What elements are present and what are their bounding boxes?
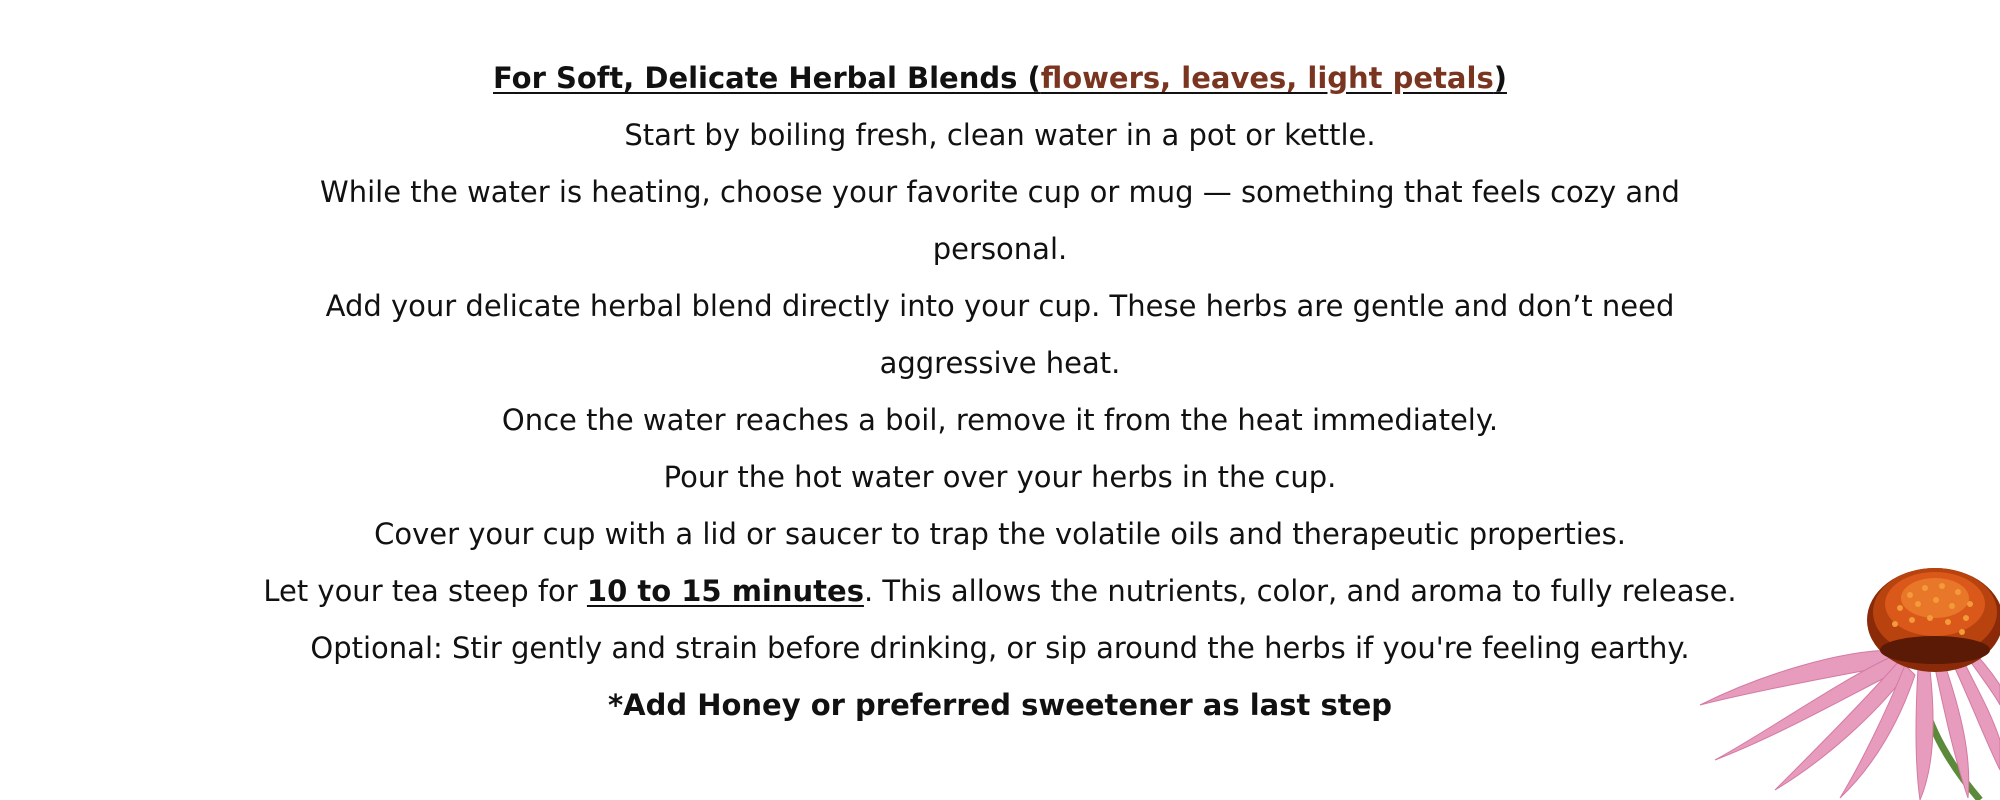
- step-sweetener-note: *Add Honey or preferred sweetener as last step: [607, 688, 1393, 722]
- step-add-herbs: Add your delicate herbal blend directly into your cup. These herbs are gentle and don’t need: [325, 289, 1675, 323]
- step-boil-water: Start by boiling fresh, clean water in a pot or kettle.: [624, 118, 1376, 152]
- step-pour-water: Pour the hot water over your herbs in the cup.: [663, 460, 1337, 494]
- steep-pre: Let your tea steep for: [263, 574, 587, 608]
- steep-duration: 10 to 15 minutes: [586, 574, 864, 608]
- section-title: [0, 50, 2000, 107]
- title-accent: flowers, leaves, light petals: [1040, 61, 1494, 95]
- echinacea-flower-icon: [1690, 500, 2000, 800]
- step-add-herbs-cont: aggressive heat.: [879, 346, 1121, 380]
- steep-post: . This allows the nutrients, color, and aroma to fully release.: [863, 574, 1737, 608]
- step-cover-cup: Cover your cup with a lid or saucer to trap the volatile oils and therapeutic properties.: [374, 517, 1626, 551]
- step-optional: Optional: Stir gently and strain before drinking, or sip around the herbs if you're feeling earthy.: [310, 631, 1690, 665]
- step-remove-heat: Once the water reaches a boil, remove it from the heat immediately.: [501, 403, 1499, 437]
- step-choose-cup-cont: personal.: [932, 232, 1068, 266]
- title-suffix: ): [1493, 61, 1507, 95]
- title-prefix: For Soft, Delicate Herbal Blends (: [493, 61, 1041, 95]
- step-choose-cup: While the water is heating, choose your favorite cup or mug — something that feels cozy and: [320, 175, 1680, 209]
